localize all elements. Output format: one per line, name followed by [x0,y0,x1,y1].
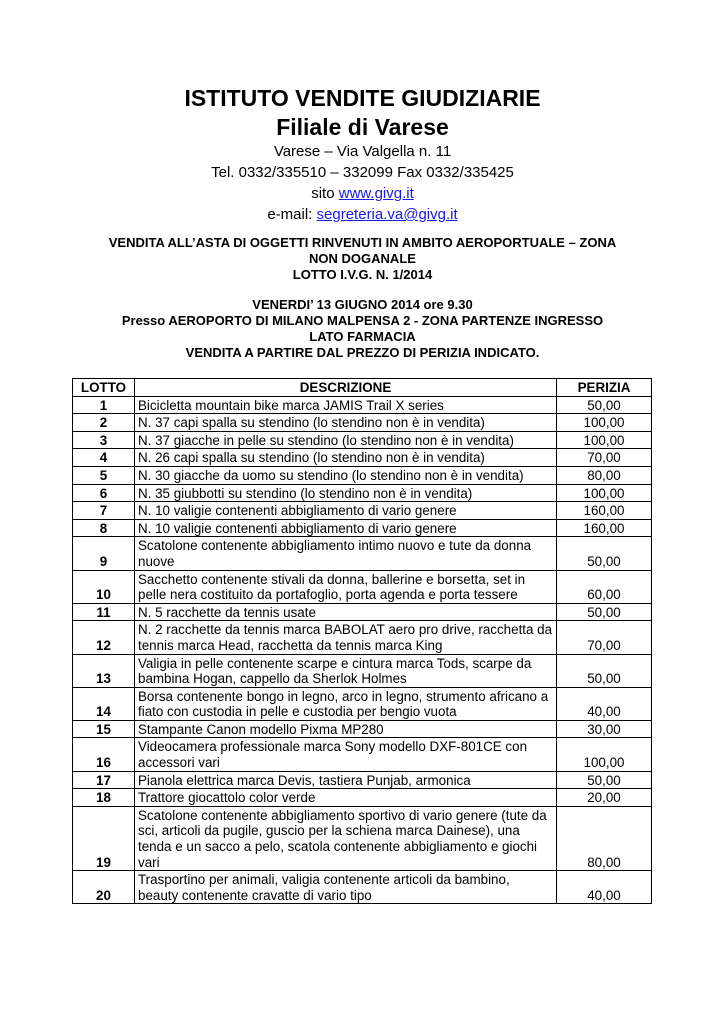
header-perizia: PERIZIA [557,379,652,397]
lot-price: 100,00 [557,738,652,771]
lot-price: 100,00 [557,431,652,449]
lot-number: 13 [73,654,135,687]
email-link[interactable]: segreteria.va@givg.it [316,206,458,223]
lot-description: Videocamera professionale marca Sony modello DXF-801CE con accessori vari [135,738,557,771]
lot-number: 11 [73,603,135,621]
lot-number: 15 [73,720,135,738]
lot-description: N. 26 capi spalla su stendino (lo stendino non è in vendita) [135,449,557,467]
lot-price: 160,00 [557,519,652,537]
lot-number: 2 [73,414,135,432]
table-row [73,396,652,414]
lot-price: 40,00 [557,871,652,904]
lot-description: Sacchetto contenente stivali da donna, ballerine e borsetta, set in pelle nera costituito da portafoglio, porta agenda e porta tessere [135,570,557,603]
lot-price: 50,00 [557,537,652,570]
header-lotto: LOTTO [73,379,135,397]
website-line [0,183,725,204]
lot-number: 3 [73,431,135,449]
lot-price: 100,00 [557,414,652,432]
lot-price: 50,00 [557,654,652,687]
table-row [73,466,652,484]
table-row [73,414,652,432]
lot-price: 40,00 [557,687,652,720]
header-descrizione: DESCRIZIONE [135,379,557,397]
lot-number: 18 [73,789,135,807]
lot-description: Bicicletta mountain bike marca JAMIS Trail X series [135,396,557,414]
lot-price: 70,00 [557,621,652,654]
lot-price: 30,00 [557,720,652,738]
lot-price: 50,00 [557,771,652,789]
lots-table [72,378,652,904]
sale-line-2: NON DOGANALE [309,251,416,266]
lot-number: 1 [73,396,135,414]
lot-price: 60,00 [557,570,652,603]
email-label: e-mail: [267,206,317,223]
branch-title: Filiale di Varese [276,114,449,140]
lot-number: 5 [73,466,135,484]
lot-price: 100,00 [557,484,652,502]
lot-description: N. 37 capi spalla su stendino (lo stendino non è in vendita) [135,414,557,432]
lot-description: Scatolone contenente abbigliamento sportivo di vario genere (tute da sci, articoli da pugile, guscio per la schiena marca Dainese), una tenda e un sacco a pelo, scatola contenente abbigliamento e giochi vari [135,806,557,870]
table-row [73,449,652,467]
lot-description: N. 35 giubbotti su stendino (lo stendino non è in vendita) [135,484,557,502]
lot-description: N. 30 giacche da uomo su stendino (lo stendino non è in vendita) [135,466,557,484]
sale-description [0,235,725,283]
lot-description: Pianola elettrica marca Devis, tastiera Punjab, armonica [135,771,557,789]
lot-description: N. 10 valigie contenenti abbigliamento di vario genere [135,502,557,520]
lot-description: Borsa contenente bongo in legno, arco in legno, strumento africano a fiato con custodia in pelle e custodia per bengio vuota [135,687,557,720]
table-row [73,519,652,537]
lot-number: 4 [73,449,135,467]
table-row [73,537,652,570]
lot-number: 19 [73,806,135,870]
event-location: Presso AEROPORTO DI MILANO MALPENSA 2 - ZONA PARTENZE INGRESSO [121,313,604,328]
lot-price: 80,00 [557,466,652,484]
lot-description: Scatolone contenente abbigliamento intimo nuovo e tute da donna nuove [135,537,557,570]
lot-description: N. 10 valigie contenenti abbigliamento di vario genere [135,519,557,537]
lot-price: 80,00 [557,806,652,870]
table-row [73,654,652,687]
lot-number: 14 [73,687,135,720]
event-date: VENERDI’ 13 GIUGNO 2014 ore 9.30 [252,297,473,312]
lot-number: 8 [73,519,135,537]
table-row [73,687,652,720]
table-row [73,621,652,654]
event-location-detail: LATO FARMACIA [309,329,416,344]
lot-number: 6 [73,484,135,502]
sale-line-3: LOTTO I.V.G. N. 1/2014 [292,267,433,282]
lot-number: 9 [73,537,135,570]
lot-description: Trasportino per animali, valigia contenente articoli da bambino, beauty contenente cravatte di vario tipo [135,871,557,904]
lot-description: Stampante Canon modello Pixma MP280 [135,720,557,738]
website-label: sito [311,185,339,202]
lot-number: 10 [73,570,135,603]
event-price-note: VENDITA A PARTIRE DAL PREZZO DI PERIZIA INDICATO. [185,345,540,360]
address-line: Varese – Via Valgella n. 11 [273,143,452,160]
event-details [0,297,725,361]
lot-number: 7 [73,502,135,520]
lot-price: 160,00 [557,502,652,520]
lot-number: 20 [73,871,135,904]
lot-number: 12 [73,621,135,654]
lot-price: 20,00 [557,789,652,807]
table-row [73,789,652,807]
phone-line: Tel. 0332/335510 – 332099 Fax 0332/335425 [211,164,514,181]
lot-description: N. 37 giacche in pelle su stendino (lo stendino non è in vendita) [135,431,557,449]
table-header-row [73,379,652,397]
table-row [73,431,652,449]
website-link[interactable]: www.givg.it [338,185,414,202]
institute-title: ISTITUTO VENDITE GIUDIZIARIE [184,85,541,111]
lot-price: 50,00 [557,603,652,621]
table-row [73,484,652,502]
table-row [73,871,652,904]
lot-price: 50,00 [557,396,652,414]
lot-number: 17 [73,771,135,789]
sale-line-1: VENDITA ALL’ASTA DI OGGETTI RINVENUTI IN AMBITO AEROPORTUALE – ZONA [108,235,617,250]
table-row [73,603,652,621]
lot-description: Valigia in pelle contenente scarpe e cintura marca Tods, scarpe da bambina Hogan, cappello da Sherlok Holmes [135,654,557,687]
table-row [73,502,652,520]
lot-number: 16 [73,738,135,771]
lot-price: 70,00 [557,449,652,467]
table-row [73,570,652,603]
lot-description: Trattore giocattolo color verde [135,789,557,807]
table-row [73,771,652,789]
lot-description: N. 2 racchette da tennis marca BABOLAT aero pro drive, racchetta da tennis marca Head, racchetta da tennis marca King [135,621,557,654]
table-row [73,738,652,771]
email-line [0,204,725,225]
lot-description: N. 5 racchette da tennis usate [135,603,557,621]
document-header [0,84,725,225]
table-row [73,806,652,870]
table-row [73,720,652,738]
